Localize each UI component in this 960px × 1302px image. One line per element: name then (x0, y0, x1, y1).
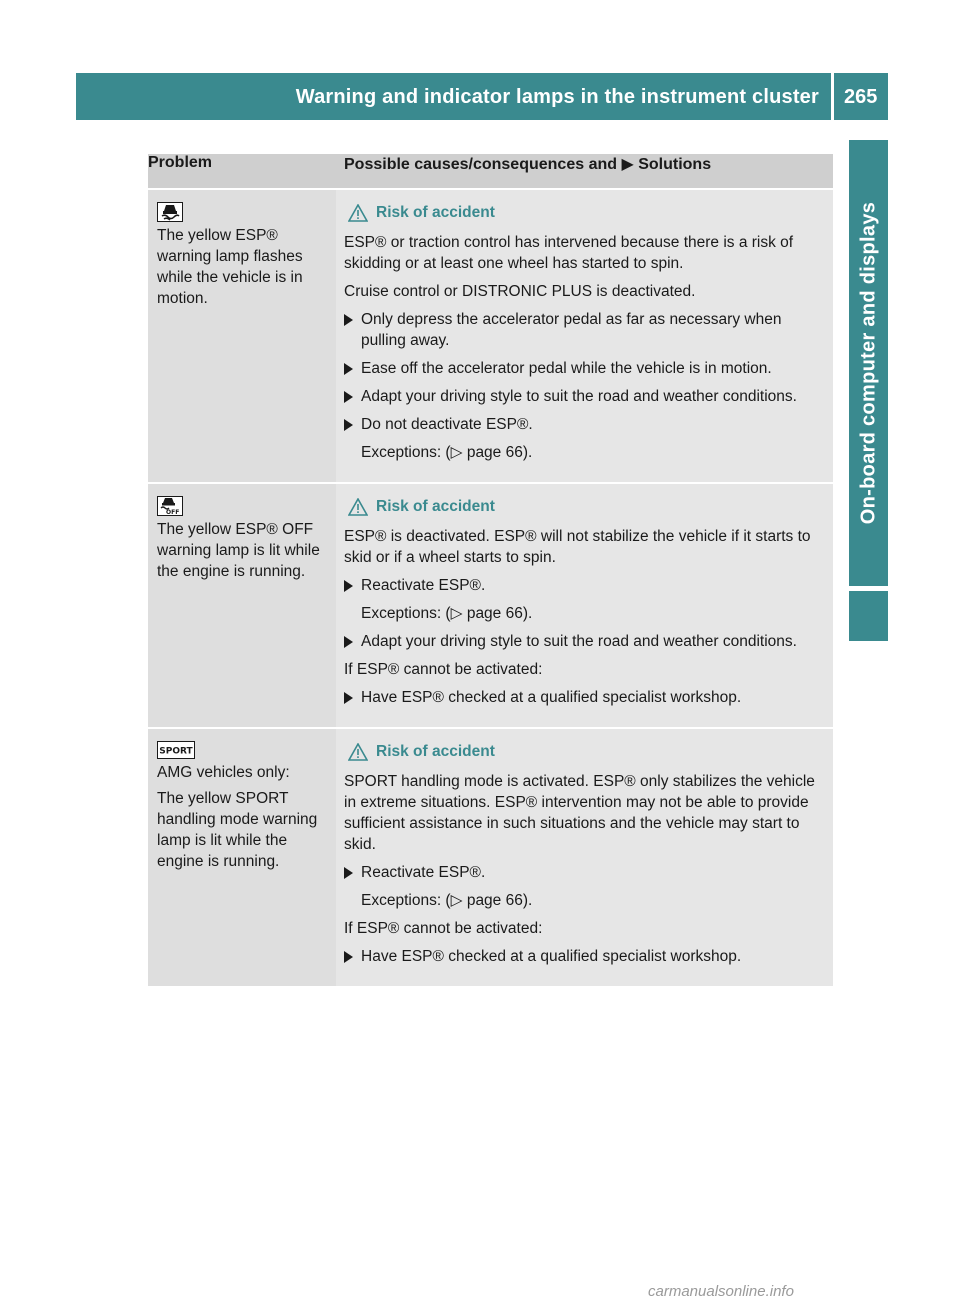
esp-warning-lamp-icon (157, 202, 183, 222)
step-text: Adapt your driving style to suit the road and weather conditions. (361, 388, 797, 405)
arrow-bullet-icon (344, 692, 353, 704)
step-text: Have ESP® checked at a qualified specialist workshop. (361, 948, 742, 965)
column-header-solutions: Possible causes/consequences and ▶ Solutions (336, 154, 833, 189)
cause-text: If ESP® cannot be activated: (344, 661, 543, 678)
cause-text: ESP® is deactivated. ESP® will not stabilize the vehicle if it starts to skid or if a wheel starts to spin. (344, 528, 811, 566)
page-number: 265 (844, 86, 878, 108)
solution-step (344, 358, 829, 379)
page-reference[interactable]: Exceptions: (▷ page 66). (361, 444, 533, 461)
cause-text: If ESP® cannot be activated: (344, 920, 543, 937)
side-marker (849, 591, 888, 641)
solution-step (344, 862, 829, 883)
risk-heading (344, 496, 829, 517)
risk-heading (344, 202, 829, 223)
step-text: Ease off the accelerator pedal while the vehicle is in motion. (361, 360, 772, 377)
page-number-box (834, 73, 888, 120)
step-text: Reactivate ESP®. (361, 864, 486, 881)
risk-heading (344, 741, 829, 762)
sport-lamp-text: SPORT (159, 746, 193, 757)
column-header-problem: Problem (148, 154, 336, 189)
arrow-bullet-icon (344, 636, 353, 648)
solution-step (344, 631, 829, 652)
solution-step (344, 414, 829, 435)
table-row (148, 728, 833, 986)
page-title: Warning and indicator lamps in the instrument cluster (295, 86, 819, 108)
arrow-bullet-icon (344, 867, 353, 879)
watermark: carmanualsonline.info (648, 1283, 794, 1300)
solution-cell (336, 728, 833, 986)
esp-off-lamp-icon (157, 496, 183, 516)
page-reference[interactable]: Exceptions: (▷ page 66). (361, 892, 533, 909)
arrow-bullet-icon (344, 363, 353, 375)
risk-heading-text: Risk of accident (376, 743, 495, 760)
problem-cell (148, 728, 336, 986)
cause-text: SPORT handling mode is activated. ESP® only stabilizes the vehicle in extreme situations. ESP® intervention may not be able to provide sufficient assistance in such situations and the vehicle may start to skid. (344, 773, 815, 853)
problem-text: The yellow ESP® warning lamp flashes while the vehicle is in motion. (157, 227, 303, 307)
problem-text: The yellow ESP® OFF warning lamp is lit while the engine is running. (157, 521, 320, 580)
problem-cell (148, 189, 336, 483)
solution-step (344, 386, 829, 407)
chapter-side-tab-label: On-board computer and displays (857, 201, 879, 525)
problem-text: The yellow SPORT handling mode warning lamp is lit while the engine is running. (157, 790, 318, 870)
solution-cell (336, 483, 833, 728)
cause-text: Cruise control or DISTRONIC PLUS is deactivated. (344, 283, 696, 300)
header-bar (76, 73, 831, 120)
solution-step (344, 309, 829, 351)
warning-triangle-icon (348, 204, 368, 222)
arrow-bullet-icon (344, 951, 353, 963)
solution-step (344, 575, 829, 596)
chapter-side-tab[interactable] (849, 140, 888, 586)
step-text: Do not deactivate ESP®. (361, 416, 533, 433)
arrow-bullet-icon (344, 580, 353, 592)
problem-text: AMG vehicles only: (157, 764, 290, 781)
step-text: Adapt your driving style to suit the road and weather conditions. (361, 633, 797, 650)
sport-lamp-icon (157, 741, 195, 759)
svg-text:OFF: OFF (166, 509, 180, 516)
risk-heading-text: Risk of accident (376, 204, 495, 221)
page-reference[interactable]: Exceptions: (▷ page 66). (361, 605, 533, 622)
arrow-bullet-icon (344, 391, 353, 403)
warning-lamps-table (148, 154, 833, 986)
table-row (148, 189, 833, 483)
table-row (148, 483, 833, 728)
step-text: Have ESP® checked at a qualified specialist workshop. (361, 689, 742, 706)
cause-text: ESP® or traction control has intervened because there is a risk of skidding or at least one wheel has started to spin. (344, 234, 794, 272)
solution-cell (336, 189, 833, 483)
arrow-bullet-icon (344, 419, 353, 431)
table-header-row (148, 154, 833, 189)
solution-step (344, 946, 829, 967)
step-text: Only depress the accelerator pedal as far as necessary when pulling away. (361, 311, 782, 349)
warning-triangle-icon (348, 498, 368, 516)
risk-heading-text: Risk of accident (376, 498, 495, 515)
solution-step (344, 687, 829, 708)
problem-cell (148, 483, 336, 728)
step-text: Reactivate ESP®. (361, 577, 486, 594)
warning-triangle-icon (348, 743, 368, 761)
arrow-bullet-icon (344, 314, 353, 326)
